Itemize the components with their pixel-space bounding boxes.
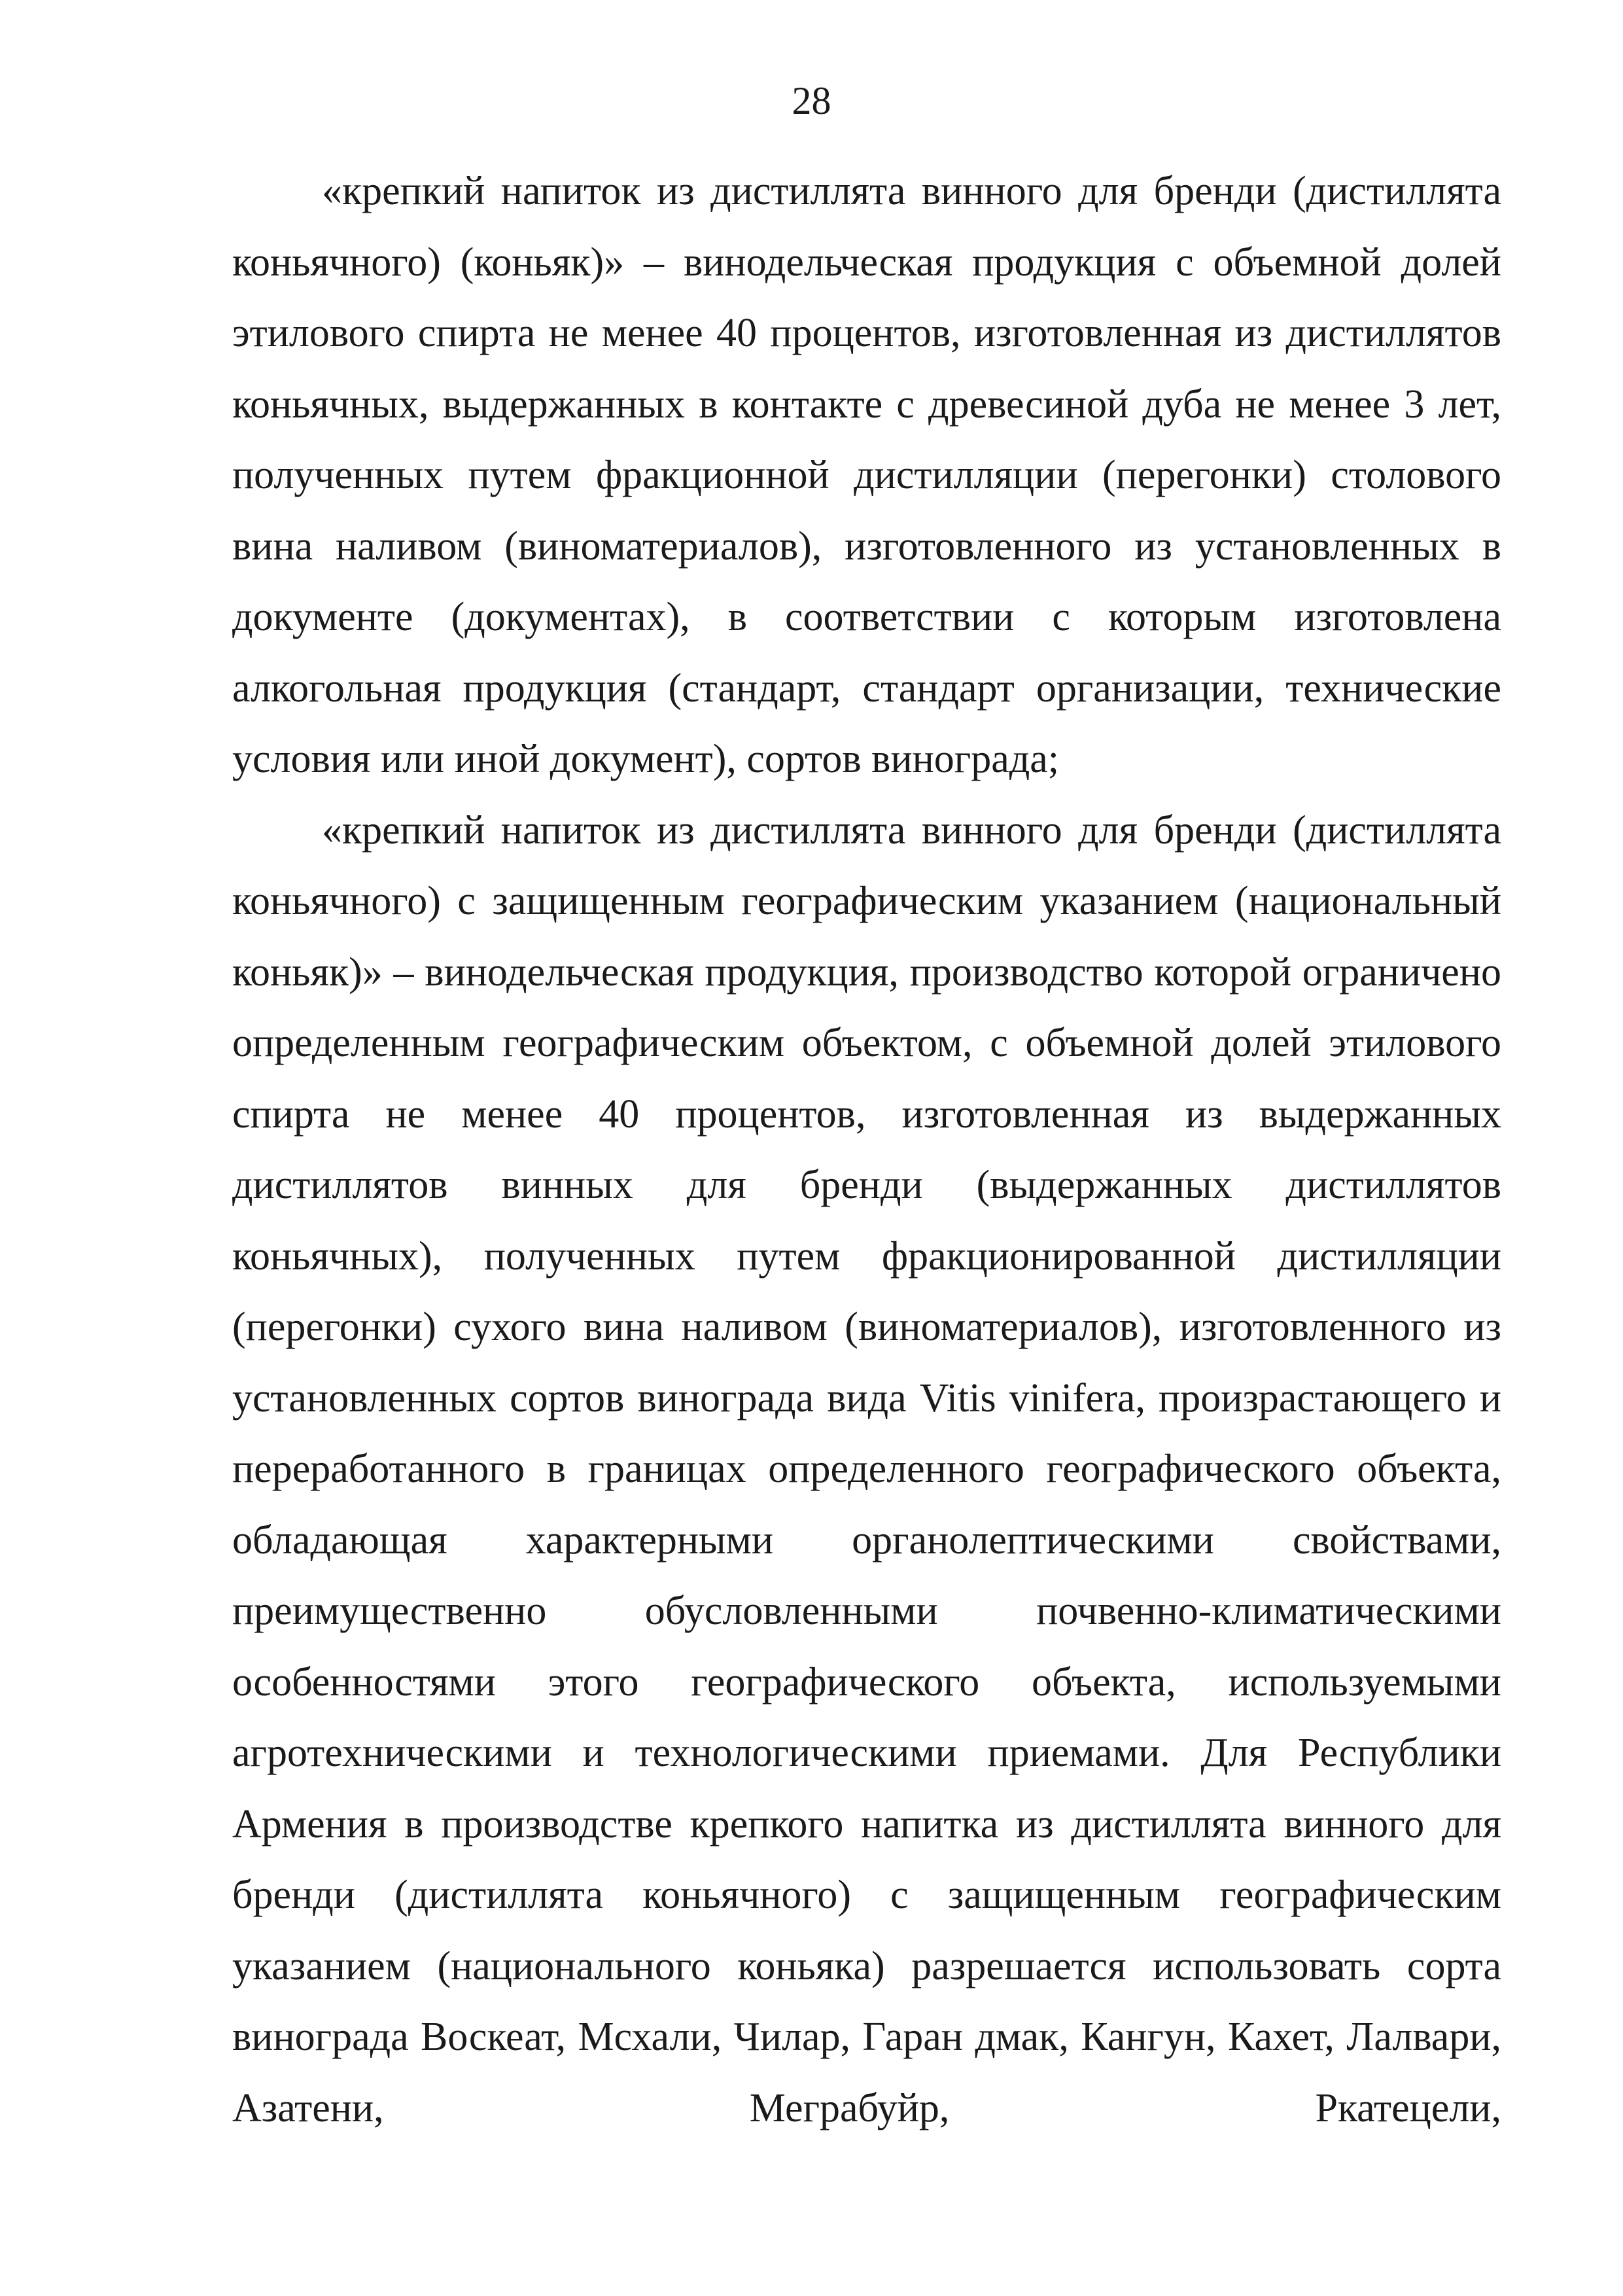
page-number: 28 (792, 79, 831, 122)
document-body (232, 156, 1501, 2144)
paragraph-cognac-definition: «крепкий напиток из дистиллята винного для бренди (дистиллята коньячного) (коньяк)» – винодельческая продукция с объемной долей этилового спирта не менее 40 процентов, изготовленная из дистиллятов коньячных, выдержанных в контакте с древесиной дуба не менее 3 лет, полученных путем фракционной дистилляции (перегонки) столового вина наливом (виноматериалов), изготовленного из установленных в документе (документах), в соответствии с которым изготовлена алкогольная продукция (стандарт, стандарт организации, технические условия или иной документ), сортов винограда; (232, 169, 1501, 781)
paragraph-national-cognac-definition: «крепкий напиток из дистиллята винного для бренди (дистиллята коньячного) с защищенным географическим указанием (национальный коньяк)» – винодельческая продукция, производство которой ограничено определенным географическим объектом, с объемной долей этилового спирта не менее 40 процентов, изготовленная из выдержанных дистиллятов винных для бренди (выдержанных дистиллятов коньячных), полученных путем фракционированной дистилляции (перегонки) сухого вина наливом (виноматериалов), изготовленного из установленных сортов винограда вида Vitis vinifera, произрастающего и переработанного в границах определенного географического объекта, обладающая характерными органолептическими свойствами, преимущественно обусловленными почвенно-климатическими особенностями этого географического объекта, используемыми агротехническими и технологическими приемами. Для Республики Армения в производстве крепкого напитка из дистиллята винного для бренди (дистиллята коньячного) с защищенным географическим указанием (национального коньяка) разрешается использовать сорта винограда Воскеат, Мсхали, Чилар, Гаран дмак, Кангун, Кахет, Лалвари, Азатени, Меграбуйр, Ркатецели, (232, 807, 1501, 2130)
